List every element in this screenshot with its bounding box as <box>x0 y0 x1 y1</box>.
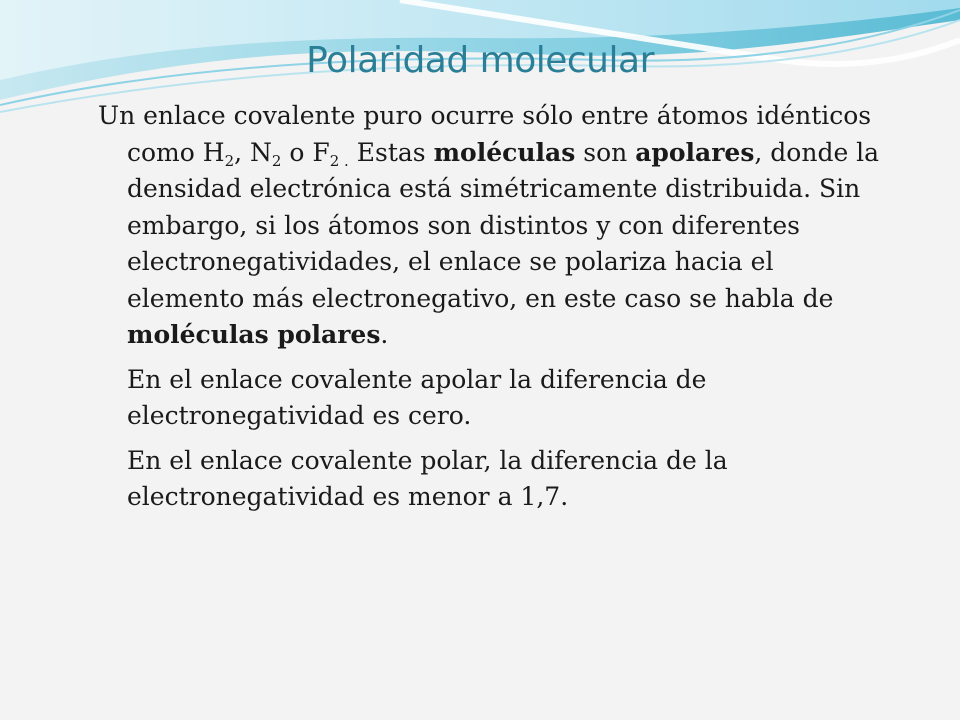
slide-body <box>98 98 898 516</box>
paragraph-intro <box>98 98 898 354</box>
text-run: . <box>380 320 389 349</box>
text-run: , donde la densidad electrónica está simétricamente distribuida. Sin embargo, si los átomos son distintos y con diferentes electronegatividades, el enlace se polariza hacia el elemento más electronegativo, en este caso se habla de <box>127 137 880 313</box>
subscript: 2 . <box>329 151 349 170</box>
bold-term: moléculas polares <box>127 320 381 349</box>
bold-term: moléculas <box>433 137 576 167</box>
text-run: son <box>575 137 636 167</box>
text-run: Estas <box>348 137 434 167</box>
text-run: o F <box>281 137 330 167</box>
subscript: 2 <box>271 151 282 170</box>
paragraph-apolar: En el enlace covalente apolar la diferencia de electronegatividad es cero. <box>127 364 707 430</box>
text-run: , N <box>234 137 272 167</box>
slide-title: Polaridad molecular <box>306 40 654 81</box>
bold-term: apolares <box>635 137 755 167</box>
text-run: Un enlace covalente puro ocurre sólo entre átomos idénticos como H <box>98 101 872 167</box>
subscript: 2 <box>224 151 235 170</box>
paragraph-polar: En el enlace covalente polar, la diferencia de la electronegatividad es menor a 1,7. <box>127 445 728 511</box>
